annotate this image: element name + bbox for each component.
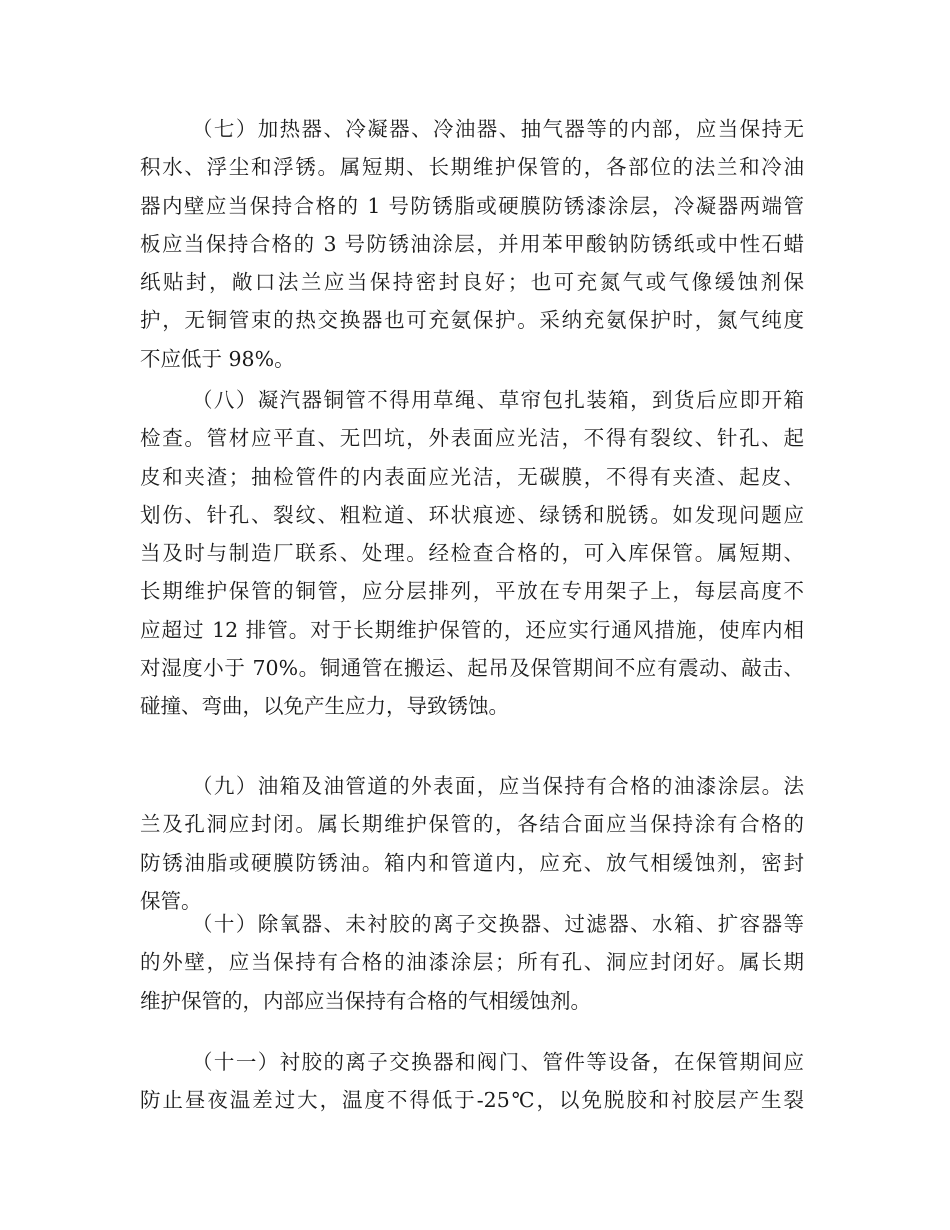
paragraph-8	[140, 381, 804, 726]
text-line: 划伤、针孔、裂纹、粗粒道、环状痕迹、绿锈和脱锈。如发现问题应	[140, 502, 804, 527]
text-line: 板应当保持合格的 3 号防锈油涂层，并用苯甲酸钠防锈纸或中性石蜡	[140, 231, 804, 256]
paragraph-7	[140, 110, 804, 378]
text-line: 积水、浮尘和浮锈。属短期、长期维护保管的，各部位的法兰和冷油	[140, 155, 804, 180]
text-line: 器内壁应当保持合格的 1 号防锈脂或硬膜防锈漆涂层，冷凝器两端管	[140, 193, 804, 218]
text-line: 防锈油脂或硬膜防锈油。箱内和管道内，应充、放气相缓蚀剂，密封	[140, 850, 804, 875]
text-line: （十）除氧器、未衬胶的离子交换器、过滤器、水箱、扩容器等	[192, 912, 804, 936]
paragraph-10	[140, 905, 804, 1020]
text-line: （九）油箱及油管道的外表面，应当保持有合格的油漆涂层。法	[192, 774, 804, 798]
text-line: 当及时与制造厂联系、处理。经检查合格的，可入库保管。属短期、	[140, 541, 804, 566]
text-line: 兰及孔洞应封闭。属长期维护保管的，各结合面应当保持涂有合格的	[140, 812, 804, 837]
text-line: 长期维护保管的铜管，应分层排列，平放在专用架子上，每层高度不	[140, 579, 804, 604]
text-line: （八）凝汽器铜管不得用草绳、草帘包扎装箱，到货后应即开箱	[192, 388, 804, 412]
paragraph-11	[140, 1043, 804, 1120]
text-line: 护，无铜管束的热交换器也可充氨保护。采纳充氨保护时，氮气纯度	[140, 308, 804, 333]
text-line: 不应低于 98%。	[140, 346, 295, 371]
paragraph-9	[140, 767, 804, 920]
text-line: 检查。管材应平直、无凹坑，外表面应光洁，不得有裂纹、针孔、起	[140, 426, 804, 451]
text-line: 皮和夹渣；抽检管件的内表面应光洁，无碳膜，不得有夹渣、起皮、	[140, 464, 804, 489]
text-line: 应超过 12 排管。对于长期维护保管的，还应实行通风措施，使库内相	[140, 617, 804, 642]
text-line: 的外壁，应当保持有合格的油漆涂层；所有孔、洞应封闭好。属长期	[140, 950, 804, 975]
text-line: 碰撞、弯曲，以免产生应力，导致锈蚀。	[140, 694, 509, 719]
text-line: 对湿度小于 70%。铜通管在搬运、起吊及保管期间不应有震动、敲击、	[140, 656, 804, 681]
text-line: 维护保管的，内部应当保持有合格的气相缓蚀剂。	[140, 988, 591, 1013]
text-line: 防止昼夜温差过大，温度不得低于-25℃，以免脱胶和衬胶层产生裂	[140, 1088, 804, 1113]
text-line: （七）加热器、冷凝器、冷油器、抽气器等的内部，应当保持无	[192, 117, 804, 141]
text-line: 纸贴封，敞口法兰应当保持密封良好；也可充氮气或气像缓蚀剂保	[140, 270, 804, 295]
text-line: （十一）衬胶的离子交换器和阀门、管件等设备，在保管期间应	[192, 1050, 804, 1074]
text-line: 保管。	[140, 888, 202, 913]
